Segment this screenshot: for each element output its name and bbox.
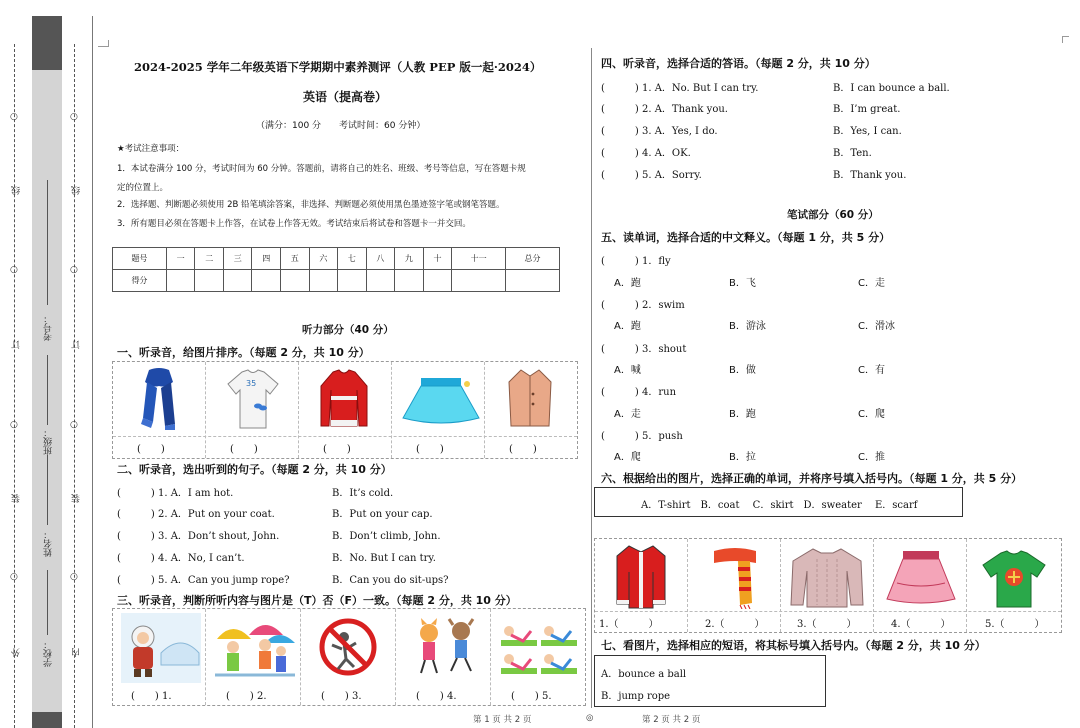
svg-text:35: 35 [246, 379, 257, 388]
margin-label-order-inner: 订 [72, 340, 82, 349]
rain-children-picture [213, 613, 297, 683]
section-7-title: 七、看图片，选择相应的短语，将其标号填入括号内。（每题 2 分，共 10 分） [601, 639, 986, 652]
section-3-pictures: ( ) 1. ( ) 2. ( ) 3. ( ) 4. ( ) 5. [112, 608, 586, 706]
margin-label-bind-outer: 装 [12, 494, 22, 503]
page-footer-1: 第 1 页 共 2 页 [473, 715, 532, 725]
margin-field-school: 学校： [44, 640, 54, 667]
listening-heading: 听力部分（40 分） [302, 324, 394, 336]
section-6-pictures: 1.（ ） 2.（ ） 3.（ ） 4.（ ） 5.（ ） [594, 538, 1062, 633]
written-heading: 笔试部分（60 分） [787, 209, 879, 221]
section-7-options-box: A．bounce a ball B．jump rope [594, 655, 826, 707]
section-2-title: 二、听录音，选出听到的句子。（每题 2 分，共 10 分） [117, 463, 392, 476]
t-shirt-green-picture [979, 549, 1049, 609]
margin-label-bind-inner: 装 [72, 494, 82, 503]
section-1-pictures: 35 ( ) ( ) ( ) ( ) ( ) [112, 361, 578, 459]
margin-field-exam-number: 考号： [44, 314, 54, 341]
margin-field-name: 姓名： [44, 530, 54, 557]
skirt-pink-picture [883, 549, 959, 609]
margin-label-outer: 外 [12, 648, 22, 657]
scarf-picture [135, 366, 183, 432]
exam-subtitle: 英语（提高卷） [303, 90, 388, 104]
margin-field-class: 班级： [44, 428, 54, 455]
scarf-red-picture [708, 545, 762, 609]
no-climb-sign-picture [316, 615, 384, 681]
sweater-knit-picture [787, 545, 867, 609]
animals-running-picture [409, 615, 485, 681]
section-1-title: 一、听录音，给图片排序。（每题 2 分，共 10 分） [117, 346, 370, 359]
coat-red-picture [611, 542, 671, 610]
snow-child-picture [121, 613, 201, 683]
coat-picture [505, 366, 555, 432]
t-shirt-picture [226, 366, 280, 432]
exam-title: 2024-2025 学年二年级英语下学期期中素养测评（人教 PEP 版一起·2024） [134, 60, 542, 74]
section-6-title: 六、根据给出的图片，选择正确的单词，并将序号填入括号内。（每题 1 分，共 5 分） [601, 472, 1023, 485]
section-3-title: 三、听录音，判断所听内容与图片是（T）否（F）一致。（每题 2 分，共 10 分） [117, 594, 517, 607]
score-table: 题号 一 二 三 四 五 六 七 八 九 十 十一 总分 得分 [112, 247, 560, 292]
sit-ups-picture [497, 615, 581, 681]
skirt-picture [401, 374, 481, 428]
margin-label-order-outer: 订 [12, 340, 22, 349]
margin-label-line-outer: 线 [12, 186, 22, 195]
section-4-title: 四、听录音，选择合适的答语。（每题 2 分，共 10 分） [601, 57, 876, 70]
section-5-title: 五、读单词，选择合适的中文释义。（每题 1 分，共 5 分） [601, 231, 891, 244]
section-6-options-box: A．T-shirt B．coat C．skirt D．sweater E．scarf [594, 487, 963, 517]
exam-meta: （满分：100 分 考试时间：60 分钟） [256, 121, 426, 131]
margin-label-line-inner: 线 [72, 186, 82, 195]
margin-label-inner: 内 [72, 648, 82, 657]
page-footer-2: 第 2 页 共 2 页 [642, 715, 701, 725]
sweater-picture [317, 366, 371, 432]
page-footer-mark: ◎ [586, 713, 594, 723]
